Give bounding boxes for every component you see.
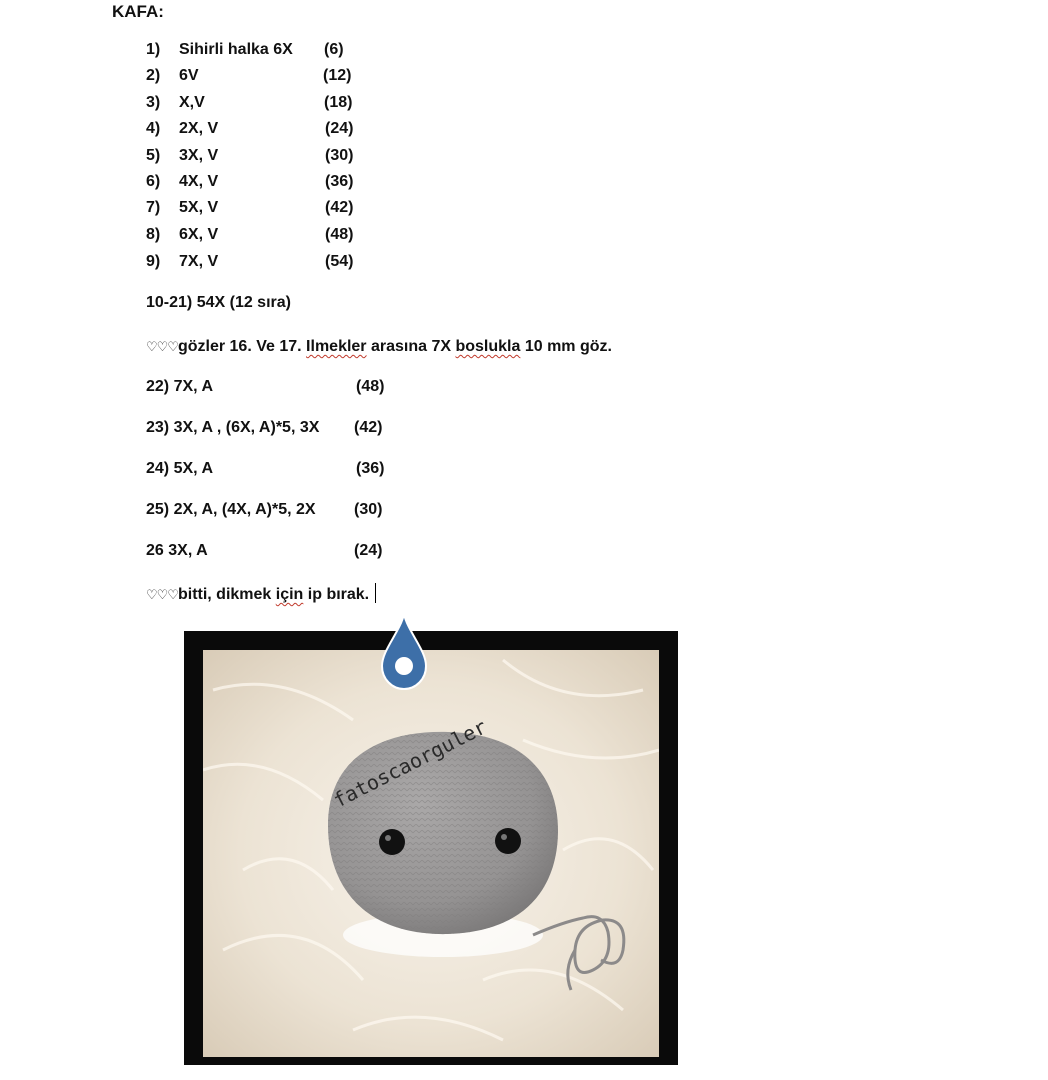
round-number: 9) [146, 253, 161, 270]
finish-note [146, 583, 376, 605]
round-count: (30) [354, 501, 383, 518]
left-eye-icon [379, 829, 405, 855]
round-count: (12) [323, 67, 352, 84]
list-item [146, 376, 385, 398]
round-number: 3) [146, 94, 161, 111]
hearts-icon: ♡♡♡ [146, 587, 178, 602]
round-stitch: 4X, V [179, 173, 219, 190]
photo-frame [184, 631, 678, 1065]
round-count: (42) [325, 199, 354, 216]
round-count: (42) [354, 419, 383, 436]
list-item [146, 540, 383, 562]
photo-watermark: fatoscaorguler [329, 714, 491, 813]
round-count: (30) [325, 147, 354, 164]
section-title: KAFA: [112, 2, 164, 21]
rounds-10-21-line: 10-21) 54X (12 sıra) [146, 294, 291, 311]
round-count: (24) [354, 542, 383, 559]
spellcheck-word: boslukla [455, 338, 521, 355]
round-count: (36) [325, 173, 354, 190]
photo-illustration [203, 650, 659, 1057]
eyes-note [146, 336, 612, 358]
round-count: (6) [324, 41, 344, 58]
round-stitch: 25) 2X, A, (4X, A)*5, 2X [146, 501, 316, 518]
list-item [146, 458, 385, 480]
round-number: 6) [146, 173, 161, 190]
text-cursor [375, 583, 376, 603]
round-count: (54) [325, 253, 354, 270]
spellcheck-word: Ilmekler [306, 338, 367, 355]
round-count: (48) [325, 226, 354, 243]
round-number: 7) [146, 199, 161, 216]
round-count: (24) [325, 120, 354, 137]
round-stitch: 2X, V [179, 120, 219, 137]
spellcheck-word: için [275, 586, 304, 603]
round-number: 8) [146, 226, 161, 243]
round-stitch: 23) 3X, A , (6X, A)*5, 3X [146, 419, 320, 436]
round-stitch: Sihirli halka 6X [179, 41, 293, 58]
round-stitch: 7X, V [179, 253, 219, 270]
note-text: arasına 7X [366, 338, 456, 355]
round-stitch: 5X, V [179, 199, 219, 216]
round-count: (36) [356, 460, 385, 477]
note-text: gözler 16. Ve 17. [177, 338, 307, 355]
right-eye-icon [495, 828, 521, 854]
round-number: 1) [146, 41, 161, 58]
round-stitch: 3X, V [179, 147, 219, 164]
round-stitch: X,V [179, 94, 205, 111]
note-text: 10 mm göz. [520, 338, 612, 355]
note-text: bitti, dikmek [177, 586, 276, 603]
round-stitch: 22) 7X, A [146, 378, 213, 395]
round-stitch: 24) 5X, A [146, 460, 213, 477]
round-number: 2) [146, 67, 161, 84]
round-stitch: 6V [179, 67, 199, 84]
round-number: 5) [146, 147, 161, 164]
note-text: ip bırak. [303, 586, 370, 603]
round-stitch: 6X, V [179, 226, 219, 243]
round-count: (18) [324, 94, 353, 111]
list-item [146, 499, 383, 521]
hearts-icon: ♡♡♡ [146, 339, 178, 354]
map-pin-icon [378, 612, 430, 692]
round-number: 4) [146, 120, 161, 137]
round-count: (48) [356, 378, 385, 395]
round-stitch: 26 3X, A [146, 542, 208, 559]
amigurumi-head-photo [203, 650, 659, 1057]
list-item [146, 417, 383, 439]
